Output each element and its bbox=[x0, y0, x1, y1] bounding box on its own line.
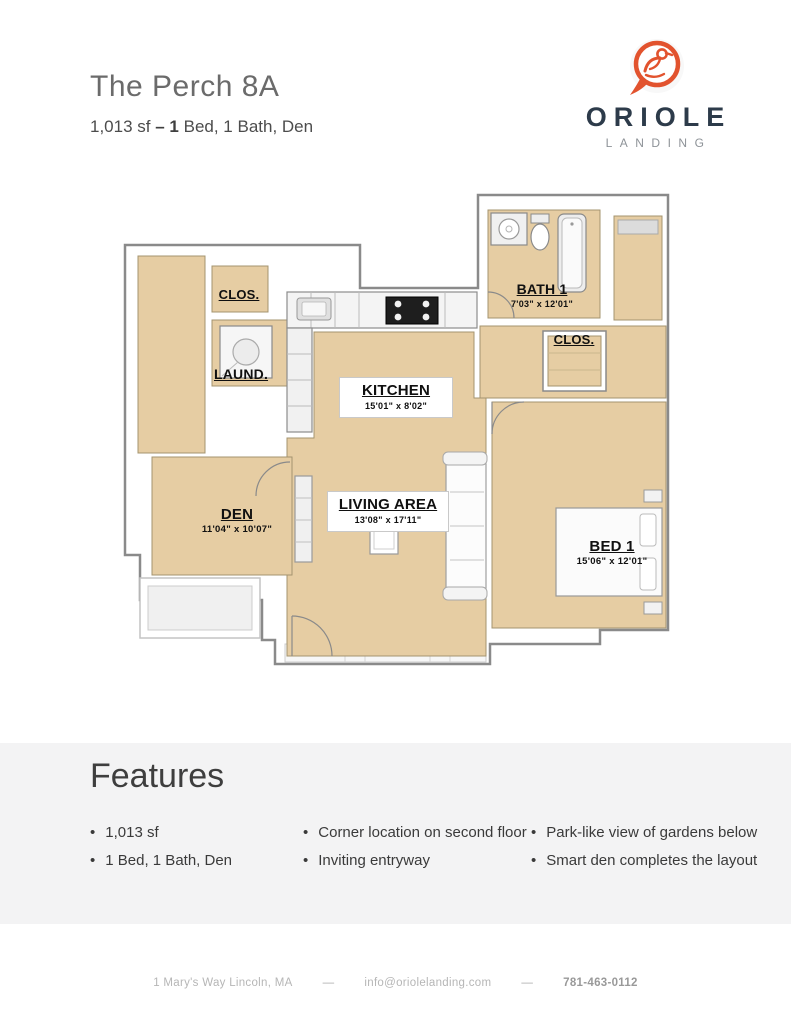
feature-item: • 1,013 sf bbox=[90, 824, 232, 841]
room-label-den: DEN 11'04" x 10'07" bbox=[201, 506, 273, 536]
logo-brand-text: ORIOLE bbox=[585, 102, 732, 132]
room-label-bed-1: BED 1 15'06" x 12'01" bbox=[576, 538, 648, 568]
room-entry-hall bbox=[138, 256, 205, 453]
subtitle-rest: Bed, 1 Bath, Den bbox=[183, 117, 314, 136]
room-label-closet-2: CLOS. bbox=[553, 332, 595, 347]
page-subtitle bbox=[90, 117, 313, 137]
features-column-2 bbox=[303, 824, 527, 880]
footer-address: 1 Mary's Way Lincoln, MA bbox=[153, 977, 293, 989]
room-label-living-area: LIVING AREA 13'08" x 17'11" bbox=[327, 491, 449, 532]
footer-separator: — bbox=[322, 977, 335, 989]
subtitle-sf: 1,013 sf bbox=[90, 117, 151, 136]
footer-separator: — bbox=[521, 977, 534, 989]
feature-item: • Inviting entryway bbox=[303, 852, 527, 869]
nightstand-icon bbox=[644, 490, 662, 502]
room-label-closet-1: CLOS. bbox=[218, 287, 260, 302]
toilet-tank bbox=[531, 214, 549, 223]
sofa-icon bbox=[443, 452, 487, 600]
feature-item: • 1 Bed, 1 Bath, Den bbox=[90, 852, 232, 869]
subtitle-dash: – 1 bbox=[155, 117, 179, 136]
features-column-3 bbox=[531, 824, 757, 880]
nightstand-icon bbox=[644, 602, 662, 614]
oriole-bird-icon bbox=[624, 38, 686, 98]
footer-email: info@oriolelanding.com bbox=[364, 977, 492, 989]
closet-shelf bbox=[618, 220, 658, 234]
footer-phone: 781-463-0112 bbox=[563, 977, 638, 989]
footer bbox=[0, 977, 791, 989]
feature-item: • Corner location on second floor bbox=[303, 824, 527, 841]
logo-tagline-text: LANDING bbox=[605, 136, 712, 150]
room-label-laundry: LAUND. bbox=[213, 366, 269, 382]
oriole-landing-logo bbox=[567, 38, 743, 150]
media-console-icon bbox=[295, 476, 312, 562]
floorplan-drawing bbox=[0, 170, 791, 700]
room-label-kitchen: KITCHEN 15'01" x 8'02" bbox=[339, 377, 453, 418]
features-column-1 bbox=[90, 824, 232, 880]
features-heading: Features bbox=[90, 757, 225, 795]
stove-icon bbox=[386, 297, 438, 324]
features-section bbox=[0, 743, 791, 924]
feature-item: • Park-like view of gardens below bbox=[531, 824, 757, 841]
toilet-icon bbox=[531, 224, 549, 250]
feature-item: • Smart den completes the layout bbox=[531, 852, 757, 869]
balcony-steps bbox=[140, 578, 260, 638]
room-label-bath-1: BATH 1 7'03" x 12'01" bbox=[510, 281, 574, 310]
page-title: The Perch 8A bbox=[90, 70, 280, 103]
